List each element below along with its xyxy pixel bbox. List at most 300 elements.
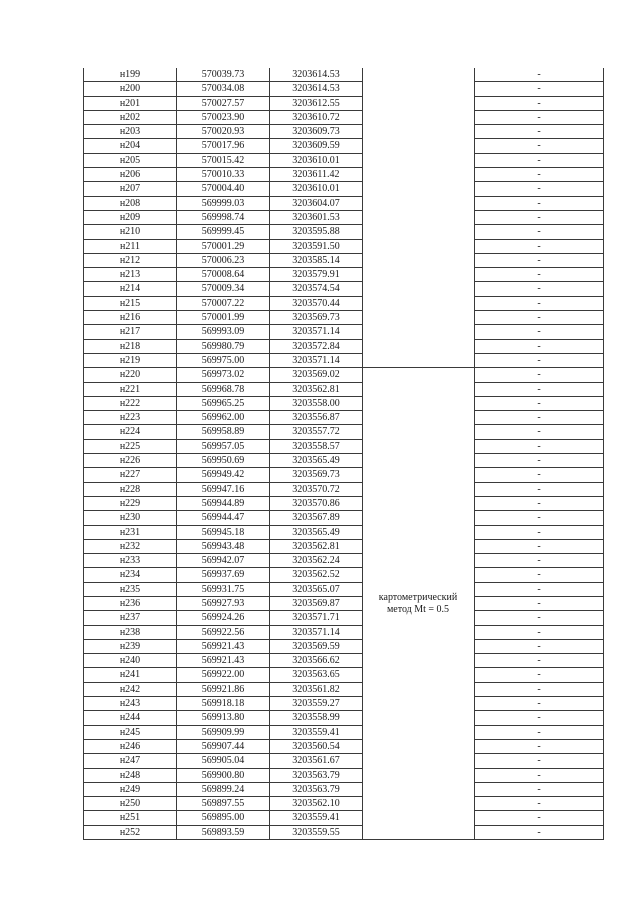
x-coordinate-cell: 569999.03 [177, 196, 270, 210]
method-cell [363, 353, 475, 367]
x-coordinate-cell: 569942.07 [177, 554, 270, 568]
y-coordinate-cell: 3203557.72 [270, 425, 363, 439]
method-cell [363, 439, 475, 453]
table-row [84, 596, 604, 610]
y-coordinate-cell: 3203574.54 [270, 282, 363, 296]
x-coordinate-cell: 570010.33 [177, 168, 270, 182]
table-row [84, 68, 604, 82]
point-cell: н235 [84, 582, 177, 596]
point-cell: н248 [84, 768, 177, 782]
x-coordinate-cell: 569921.43 [177, 639, 270, 653]
value-cell: - [475, 797, 604, 811]
y-coordinate-cell: 3203569.73 [270, 311, 363, 325]
method-cell [363, 511, 475, 525]
point-cell: н210 [84, 225, 177, 239]
x-coordinate-cell: 569968.78 [177, 382, 270, 396]
point-cell: н208 [84, 196, 177, 210]
table-row [84, 782, 604, 796]
value-cell: - [475, 268, 604, 282]
y-coordinate-cell: 3203610.01 [270, 182, 363, 196]
value-cell: - [475, 611, 604, 625]
x-coordinate-cell: 569937.69 [177, 568, 270, 582]
value-cell: - [475, 554, 604, 568]
point-cell: н218 [84, 339, 177, 353]
y-coordinate-cell: 3203567.89 [270, 511, 363, 525]
value-cell: - [475, 339, 604, 353]
table-row [84, 110, 604, 124]
point-cell: н216 [84, 311, 177, 325]
method-cell [363, 425, 475, 439]
value-cell: - [475, 825, 604, 839]
method-cell [363, 454, 475, 468]
point-cell: н240 [84, 654, 177, 668]
table-row [84, 539, 604, 553]
y-coordinate-cell: 3203560.54 [270, 739, 363, 753]
method-cell [363, 468, 475, 482]
x-coordinate-cell: 569943.48 [177, 539, 270, 553]
point-cell: н231 [84, 525, 177, 539]
y-coordinate-cell: 3203595.88 [270, 225, 363, 239]
coordinates-sheet [83, 68, 603, 840]
value-cell: - [475, 210, 604, 224]
table-row [84, 739, 604, 753]
value-cell: - [475, 725, 604, 739]
method-cell [363, 396, 475, 410]
method-cell [363, 682, 475, 696]
y-coordinate-cell: 3203559.41 [270, 725, 363, 739]
y-coordinate-cell: 3203614.53 [270, 82, 363, 96]
point-cell: н243 [84, 697, 177, 711]
value-cell: - [475, 697, 604, 711]
x-coordinate-cell: 570039.73 [177, 68, 270, 82]
method-cell [363, 768, 475, 782]
method-cell [363, 697, 475, 711]
table-row [84, 682, 604, 696]
table-row [84, 96, 604, 110]
y-coordinate-cell: 3203556.87 [270, 411, 363, 425]
y-coordinate-cell: 3203614.53 [270, 68, 363, 82]
y-coordinate-cell: 3203558.57 [270, 439, 363, 453]
table-row [84, 496, 604, 510]
method-cell [363, 554, 475, 568]
table-row [84, 125, 604, 139]
y-coordinate-cell: 3203610.72 [270, 110, 363, 124]
x-coordinate-cell: 570027.57 [177, 96, 270, 110]
method-label-line1: картометрический [378, 592, 458, 603]
point-cell: н241 [84, 668, 177, 682]
y-coordinate-cell: 3203569.73 [270, 468, 363, 482]
x-coordinate-cell: 569949.42 [177, 468, 270, 482]
point-cell: н242 [84, 682, 177, 696]
y-coordinate-cell: 3203559.55 [270, 825, 363, 839]
table-row [84, 611, 604, 625]
method-cell [363, 668, 475, 682]
value-cell: - [475, 511, 604, 525]
method-cell [363, 739, 475, 753]
method-cell [363, 96, 475, 110]
y-coordinate-cell: 3203570.44 [270, 296, 363, 310]
x-coordinate-cell: 570004.40 [177, 182, 270, 196]
method-cell [363, 539, 475, 553]
x-coordinate-cell: 569945.18 [177, 525, 270, 539]
x-coordinate-cell: 569980.79 [177, 339, 270, 353]
x-coordinate-cell: 569907.44 [177, 739, 270, 753]
y-coordinate-cell: 3203585.14 [270, 253, 363, 267]
value-cell: - [475, 811, 604, 825]
point-cell: н215 [84, 296, 177, 310]
table-row [84, 625, 604, 639]
value-cell: - [475, 239, 604, 253]
point-cell: н223 [84, 411, 177, 425]
value-cell: - [475, 496, 604, 510]
table-row [84, 210, 604, 224]
table-row [84, 554, 604, 568]
table-row [84, 311, 604, 325]
method-cell [363, 711, 475, 725]
x-coordinate-cell: 569950.69 [177, 454, 270, 468]
y-coordinate-cell: 3203562.81 [270, 539, 363, 553]
table-row [84, 711, 604, 725]
value-cell: - [475, 482, 604, 496]
x-coordinate-cell: 569895.00 [177, 811, 270, 825]
y-coordinate-cell: 3203571.14 [270, 625, 363, 639]
value-cell: - [475, 782, 604, 796]
value-cell: - [475, 282, 604, 296]
x-coordinate-cell: 570001.29 [177, 239, 270, 253]
table-row [84, 339, 604, 353]
x-coordinate-cell: 569909.99 [177, 725, 270, 739]
y-coordinate-cell: 3203559.41 [270, 811, 363, 825]
y-coordinate-cell: 3203579.91 [270, 268, 363, 282]
table-row [84, 811, 604, 825]
value-cell: - [475, 754, 604, 768]
method-cell [363, 825, 475, 839]
point-cell: н225 [84, 439, 177, 453]
method-cell [363, 411, 475, 425]
point-cell: н207 [84, 182, 177, 196]
table-row [84, 353, 604, 367]
value-cell: - [475, 82, 604, 96]
y-coordinate-cell: 3203571.14 [270, 353, 363, 367]
point-cell: н230 [84, 511, 177, 525]
x-coordinate-cell: 569965.25 [177, 396, 270, 410]
method-cell [363, 210, 475, 224]
method-cell [363, 797, 475, 811]
method-label-line2: метод Mt = 0.5 [386, 604, 450, 615]
y-coordinate-cell: 3203561.67 [270, 754, 363, 768]
point-cell: н205 [84, 153, 177, 167]
y-coordinate-cell: 3203563.79 [270, 782, 363, 796]
point-cell: н209 [84, 210, 177, 224]
value-cell: - [475, 539, 604, 553]
point-cell: н239 [84, 639, 177, 653]
y-coordinate-cell: 3203569.59 [270, 639, 363, 653]
table-row [84, 582, 604, 596]
method-cell [363, 296, 475, 310]
value-cell: - [475, 525, 604, 539]
table-row [84, 168, 604, 182]
method-cell [363, 253, 475, 267]
y-coordinate-cell: 3203563.65 [270, 668, 363, 682]
table-row [84, 797, 604, 811]
point-cell: н217 [84, 325, 177, 339]
table-row [84, 253, 604, 267]
table-row [84, 468, 604, 482]
x-coordinate-cell: 569999.45 [177, 225, 270, 239]
method-cell [363, 811, 475, 825]
y-coordinate-cell: 3203558.99 [270, 711, 363, 725]
table-row [84, 325, 604, 339]
x-coordinate-cell: 569975.00 [177, 353, 270, 367]
method-cell [363, 525, 475, 539]
table-row [84, 382, 604, 396]
point-cell: н213 [84, 268, 177, 282]
method-cell [363, 139, 475, 153]
table-row [84, 411, 604, 425]
x-coordinate-cell: 569900.80 [177, 768, 270, 782]
x-coordinate-cell: 569924.26 [177, 611, 270, 625]
value-cell: - [475, 596, 604, 610]
point-cell: н212 [84, 253, 177, 267]
x-coordinate-cell: 570034.08 [177, 82, 270, 96]
value-cell: - [475, 196, 604, 210]
method-cell [363, 782, 475, 796]
x-coordinate-cell: 569927.93 [177, 596, 270, 610]
x-coordinate-cell: 569957.05 [177, 439, 270, 453]
y-coordinate-cell: 3203609.73 [270, 125, 363, 139]
y-coordinate-cell: 3203570.72 [270, 482, 363, 496]
x-coordinate-cell: 569944.47 [177, 511, 270, 525]
method-cell [363, 225, 475, 239]
x-coordinate-cell: 569922.00 [177, 668, 270, 682]
point-cell: н201 [84, 96, 177, 110]
point-cell: н199 [84, 68, 177, 82]
point-cell: н228 [84, 482, 177, 496]
method-cell [363, 282, 475, 296]
table-row [84, 368, 604, 382]
value-cell: - [475, 411, 604, 425]
y-coordinate-cell: 3203571.14 [270, 325, 363, 339]
y-coordinate-cell: 3203563.79 [270, 768, 363, 782]
point-cell: н252 [84, 825, 177, 839]
value-cell: - [475, 739, 604, 753]
point-cell: н227 [84, 468, 177, 482]
value-cell: - [475, 110, 604, 124]
y-coordinate-cell: 3203591.50 [270, 239, 363, 253]
value-cell: - [475, 468, 604, 482]
point-cell: н250 [84, 797, 177, 811]
point-cell: н220 [84, 368, 177, 382]
method-cell [363, 654, 475, 668]
table-row [84, 639, 604, 653]
method-cell [363, 168, 475, 182]
table-row [84, 825, 604, 839]
y-coordinate-cell: 3203562.10 [270, 797, 363, 811]
value-cell: - [475, 425, 604, 439]
point-cell: н221 [84, 382, 177, 396]
x-coordinate-cell: 570001.99 [177, 311, 270, 325]
coordinates-table-body [84, 68, 604, 840]
method-cell [363, 110, 475, 124]
table-row [84, 697, 604, 711]
table-row [84, 139, 604, 153]
y-coordinate-cell: 3203601.53 [270, 210, 363, 224]
coordinates-table [83, 68, 604, 840]
value-cell: - [475, 296, 604, 310]
value-cell: - [475, 353, 604, 367]
y-coordinate-cell: 3203562.24 [270, 554, 363, 568]
y-coordinate-cell: 3203562.52 [270, 568, 363, 582]
value-cell: - [475, 396, 604, 410]
value-cell: - [475, 125, 604, 139]
value-cell: - [475, 311, 604, 325]
x-coordinate-cell: 569913.80 [177, 711, 270, 725]
point-cell: н206 [84, 168, 177, 182]
x-coordinate-cell: 570008.64 [177, 268, 270, 282]
x-coordinate-cell: 570015.42 [177, 153, 270, 167]
table-row [84, 82, 604, 96]
value-cell: - [475, 439, 604, 453]
value-cell: - [475, 325, 604, 339]
value-cell: - [475, 368, 604, 382]
value-cell: - [475, 68, 604, 82]
x-coordinate-cell: 570007.22 [177, 296, 270, 310]
table-row [84, 654, 604, 668]
x-coordinate-cell: 570006.23 [177, 253, 270, 267]
method-cell [363, 382, 475, 396]
x-coordinate-cell: 569921.86 [177, 682, 270, 696]
y-coordinate-cell: 3203612.55 [270, 96, 363, 110]
table-row [84, 754, 604, 768]
point-cell: н229 [84, 496, 177, 510]
value-cell: - [475, 568, 604, 582]
method-cell [363, 496, 475, 510]
method-cell [363, 568, 475, 582]
point-cell: н246 [84, 739, 177, 753]
x-coordinate-cell: 570017.96 [177, 139, 270, 153]
point-cell: н247 [84, 754, 177, 768]
x-coordinate-cell: 569931.75 [177, 582, 270, 596]
value-cell: - [475, 654, 604, 668]
point-cell: н251 [84, 811, 177, 825]
y-coordinate-cell: 3203559.27 [270, 697, 363, 711]
point-cell: н211 [84, 239, 177, 253]
x-coordinate-cell: 569918.18 [177, 697, 270, 711]
value-cell: - [475, 253, 604, 267]
value-cell: - [475, 96, 604, 110]
y-coordinate-cell: 3203571.71 [270, 611, 363, 625]
y-coordinate-cell: 3203611.42 [270, 168, 363, 182]
method-label [362, 592, 474, 616]
value-cell: - [475, 682, 604, 696]
point-cell: н245 [84, 725, 177, 739]
value-cell: - [475, 582, 604, 596]
point-cell: н204 [84, 139, 177, 153]
x-coordinate-cell: 569998.74 [177, 210, 270, 224]
method-cell [363, 325, 475, 339]
y-coordinate-cell: 3203569.87 [270, 596, 363, 610]
table-row [84, 725, 604, 739]
x-coordinate-cell: 569958.89 [177, 425, 270, 439]
point-cell: н238 [84, 625, 177, 639]
value-cell: - [475, 182, 604, 196]
x-coordinate-cell: 569962.00 [177, 411, 270, 425]
point-cell: н214 [84, 282, 177, 296]
x-coordinate-cell: 569921.43 [177, 654, 270, 668]
point-cell: н203 [84, 125, 177, 139]
method-cell [363, 725, 475, 739]
point-cell: н200 [84, 82, 177, 96]
method-cell [363, 311, 475, 325]
value-cell: - [475, 168, 604, 182]
table-row [84, 454, 604, 468]
method-cell [363, 339, 475, 353]
table-row [84, 425, 604, 439]
y-coordinate-cell: 3203565.07 [270, 582, 363, 596]
x-coordinate-cell: 569944.89 [177, 496, 270, 510]
y-coordinate-cell: 3203569.02 [270, 368, 363, 382]
method-cell [363, 82, 475, 96]
x-coordinate-cell: 569897.55 [177, 797, 270, 811]
point-cell: н226 [84, 454, 177, 468]
y-coordinate-cell: 3203570.86 [270, 496, 363, 510]
x-coordinate-cell: 569973.02 [177, 368, 270, 382]
point-cell: н224 [84, 425, 177, 439]
method-cell [363, 368, 475, 382]
x-coordinate-cell: 569899.24 [177, 782, 270, 796]
y-coordinate-cell: 3203609.59 [270, 139, 363, 153]
y-coordinate-cell: 3203562.81 [270, 382, 363, 396]
method-cell [363, 125, 475, 139]
method-cell [363, 482, 475, 496]
point-cell: н236 [84, 596, 177, 610]
y-coordinate-cell: 3203565.49 [270, 454, 363, 468]
point-cell: н219 [84, 353, 177, 367]
point-cell: н233 [84, 554, 177, 568]
value-cell: - [475, 639, 604, 653]
x-coordinate-cell: 570020.93 [177, 125, 270, 139]
point-cell: н222 [84, 396, 177, 410]
method-cell [363, 268, 475, 282]
y-coordinate-cell: 3203604.07 [270, 196, 363, 210]
value-cell: - [475, 139, 604, 153]
method-cell [363, 196, 475, 210]
table-row [84, 296, 604, 310]
value-cell: - [475, 153, 604, 167]
point-cell: н244 [84, 711, 177, 725]
table-row [84, 268, 604, 282]
x-coordinate-cell: 570023.90 [177, 110, 270, 124]
table-row [84, 525, 604, 539]
table-row [84, 482, 604, 496]
point-cell: н232 [84, 539, 177, 553]
table-row [84, 196, 604, 210]
x-coordinate-cell: 569922.56 [177, 625, 270, 639]
method-cell [363, 153, 475, 167]
table-row [84, 668, 604, 682]
point-cell: н234 [84, 568, 177, 582]
x-coordinate-cell: 569905.04 [177, 754, 270, 768]
point-cell: н237 [84, 611, 177, 625]
value-cell: - [475, 454, 604, 468]
value-cell: - [475, 625, 604, 639]
point-cell: н202 [84, 110, 177, 124]
table-row [84, 225, 604, 239]
value-cell: - [475, 668, 604, 682]
method-cell [363, 182, 475, 196]
x-coordinate-cell: 569993.09 [177, 325, 270, 339]
method-cell [363, 68, 475, 82]
